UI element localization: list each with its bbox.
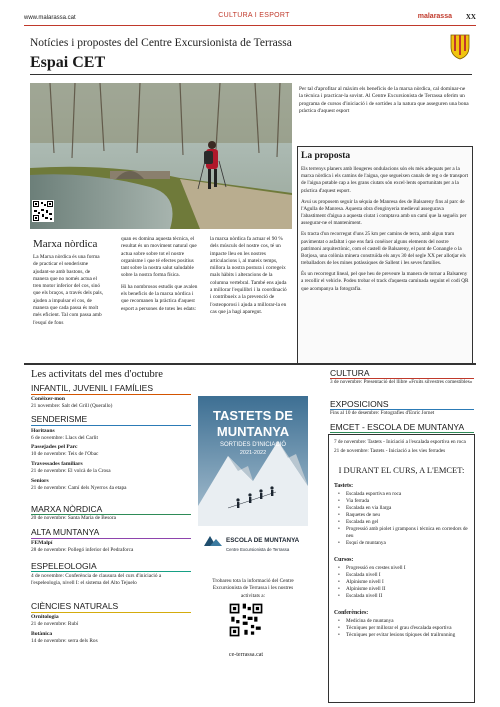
event-item: 20 de novembre: Santa Maria de Besora (31, 515, 117, 521)
list-item: • Medicina de muntanya (338, 618, 469, 625)
category-ciencies-naturals: CIÈNCIES NATURALS (31, 601, 119, 611)
body-paragraph: la marxa nòrdica fa actuar el 90 % dels músculs del nostre cos, té un impacte lleu en les nostres articulacions i, al mateix temps, millora la nostra postura i corregeix mals hàbits i alteracions de la columna vertebral. També ens ajuda a millorar l'equilibri i la coordinació i contribueix a la prevenció de l'osteoporosi i ajuda a millorar-la en cas que ja hagi aparegut. (210, 236, 287, 315)
tastets-poster (198, 396, 308, 568)
site-url[interactable]: www.malarassa.cat (24, 15, 76, 21)
body-paragraph: Hi ha nombrosos estudis que avalen els beneficis de la marxa nòrdica i que recomanen la pràctica d'aquest esport a persones de totes les edats: (121, 283, 198, 312)
event-item: Seniors 21 de novembre: Camí dels Nyerros 4a etapa (31, 478, 127, 492)
list-item: • Escalada en gel (338, 519, 469, 526)
list-item: • Raquetes de neu (338, 512, 469, 519)
event-item: Horitzons 6 de novembre: Llacs del Carlit (31, 428, 98, 442)
poster-school: ESCOLA DE MUNTANYA (226, 537, 300, 544)
category-rule (31, 538, 191, 539)
event-item: Fins al 10 de desembre: Fotografies d'Enric Jornet (330, 410, 435, 416)
title-rule (30, 74, 472, 75)
poster-caption: Trobareu tota la informació del Centre Excursionista de Terrassa i les nostres activitats a: (212, 578, 294, 599)
proposta-paragraph: Els terrenys planers amb lleugeres ondulacions són els més adequats per a la marxa nòrdica i els camins de l'aigua, que segueixen canals de reg o de transport de l'aigua potable cap a les grans ciutats són excel·lents oportunitats per a la pràctica d'aquest esport. (301, 166, 469, 194)
proposta-paragraph: És un recorregut lineal, pel que heu de preveure la manera de tornar a Balsareny a recollir el vehicle. Podeu trobar el track d'aquesta caminada seguint el codi QR que acompanya la fotografia. (301, 271, 469, 292)
list-item: • Tècniques per millorar el grau d'escalada esportiva (338, 625, 469, 632)
category-rule (330, 432, 474, 433)
route-qr-code-icon[interactable] (32, 200, 54, 222)
poster-title-line2: MUNTANYA (216, 424, 290, 439)
poster-years: 2021-2022 (239, 450, 267, 456)
body-column-1 (33, 254, 105, 331)
list-item: • Escalada nivell II (338, 593, 469, 600)
section-label: CULTURA I ESPORT (218, 12, 290, 19)
list-item: • Alpinisme nivell I (338, 579, 469, 586)
cursos-heading: Cursos: (334, 556, 354, 563)
proposta-box (297, 146, 473, 364)
list-item: • Progressió en crestes nivell I (338, 565, 469, 572)
category-infantil: INFANTIL, JUVENIL I FAMÍLIES (31, 383, 154, 393)
event-item: Travessades familiars 21 de novembre: El volcà de la Crosa (31, 461, 111, 475)
conferencies-heading: Conferències: (334, 609, 369, 616)
intro-paragraph: Per tal d'aprofitar al màxim els beneficis de la marxa nòrdica, cal dominar-ne la tècnica i practicar-la sovint. Al Centre Excursionista de Terrassa oferim un programa de cursos d'iniciació i de sortides a la natura que asseguren una bona pràctica d'aquest esport (299, 86, 469, 115)
proposta-paragraph: Es tracta d'un recorregut d'uns 25 km per camins de terra, amb algun tram pavimentat o asfaltat i que ens farà conèixer alguns elements del nostre patrimoni arquitectònic, com el castell de Balsareny, el pont de Conangle o la Botjosa, una colònia minera construïda els anys 30 del segle XX per allotjar els treballadors de les mines potàssiques de Sallent i les seves famílies. (301, 231, 466, 267)
article-kicker: Notícies i propostes del Centre Excursionista de Terrassa (30, 37, 292, 49)
body-paragraph: La Marxa nòrdica és una forma de practicar el senderisme ajudant-se amb bastons, de manera que no només actua el tren motor inferior del cos, sinó que els braços, a través dels pals, ajuden a impulsar el cos, de manera que cada passa és molt més eficient. Tal com passa amb l'esquí de fons (33, 254, 104, 326)
event-item: Ornitologia 21 de novembre: Rubí (31, 614, 79, 628)
category-rule (31, 612, 191, 613)
event-item: Conèixer-mon 21 novembre: Salt del Grill (Querallo) (31, 396, 113, 410)
section-heading-marxa: Marxa nòrdica (33, 238, 98, 250)
category-rule (31, 394, 191, 395)
category-cultura: CULTURA (330, 368, 370, 378)
category-exposicions: EXPOSICIONS (330, 399, 389, 409)
emcet-box (328, 434, 475, 703)
page-number: XX (465, 13, 476, 21)
category-rule (31, 425, 191, 426)
page-header (24, 12, 476, 26)
emcet-event: 7 de novembre: Tastets - Iniciació a l'escalada esportiva en roca (334, 439, 466, 445)
category-alta-muntanya: ALTA MUNTANYA (31, 527, 100, 537)
body-column-2 (121, 236, 200, 317)
body-paragraph: quan es domina aquesta tècnica, el resultat és un moviment natural que actua sobre sobre tot el nostre organisme i que té efectes positius tant sobre la nostra salut saludable sobre la nostra forma física. (121, 236, 197, 279)
hiker-photo (30, 83, 292, 229)
category-senderisme: SENDERISME (31, 414, 88, 424)
category-rule (31, 571, 191, 572)
event-item: Passejades pel Parc 10 de novembre: Teix de l'Obac (31, 444, 99, 458)
website-link[interactable]: ce-terrassa.cat (228, 652, 264, 658)
website-qr-code-icon[interactable] (228, 602, 264, 638)
proposta-paragraph: Avui us proposem seguir la séquia de Manresa des de Balsareny fins al parc de l'Agulla de Manresa. Aquesta obra d'enginyeria medieval assegurava l'abastiment d'aigua a aquesta ciutat i comptava amb un camí que la seguéix per assegurar-ne el manteniment. (301, 198, 467, 227)
tastets-heading: Tastets: (334, 482, 354, 489)
list-item: • Esquí de muntanya (338, 540, 469, 547)
cet-shield-icon (450, 34, 470, 60)
poster-subtitle: SORTIDES D'INICIACIÓ (219, 442, 287, 448)
poster-title-line1: TASTETS DE (213, 408, 293, 423)
category-espeleologia: ESPELEOLOGIA (31, 561, 97, 571)
poster-org: Centre Excursionista de Terrassa (226, 547, 290, 552)
list-item: • Escalada en via llarga (338, 505, 469, 512)
body-column-3 (210, 236, 289, 320)
event-item: 3 de novembre: Presentació del llibre «Fruits silvestres comestibles» (330, 379, 473, 385)
event-item: Botànica 14 de novembre: serra dels Ros (31, 631, 98, 645)
emcet-event: 21 de novembre: Tastets - Iniciació a les vies ferrades (334, 447, 446, 454)
list-item: • Progressió amb piolet i grampons i tècnica en corredors de neu (338, 526, 469, 540)
header-rule (24, 25, 476, 26)
category-marxa-nordica: MARXA NÒRDICA (31, 504, 103, 514)
category-emcet: EMCET - ESCOLA DE MUNTANYA (330, 422, 465, 432)
list-item: • Tècniques per evitar lesions típiques del trailrunning (338, 632, 469, 639)
proposta-title: La proposta (301, 151, 351, 161)
event-item: 4 de novembre: Conferència de clausura del curs d'iniciació a l'espeleologia, nivell I: el sistema del Alto Tejuelo (31, 573, 162, 586)
tastets-list (334, 491, 469, 547)
conferencies-list (334, 618, 469, 639)
agenda-title: Les activitats del mes d'octubre (31, 369, 163, 380)
list-item: • Alpinisme nivell II (338, 586, 469, 593)
article-title: Espai CET (30, 54, 106, 71)
list-item: • Escalada nivell I (338, 572, 469, 579)
list-item: • Escalada esportiva en roca (338, 491, 469, 498)
list-item: • Via ferrada (338, 498, 469, 505)
cursos-list (334, 565, 469, 600)
section-divider (24, 363, 476, 365)
event-item: FEMalpí 28 de novembre: Pollegó inferior del Pedraforca (31, 540, 134, 554)
brand-name: malarassa (417, 13, 452, 20)
emcet-box-title: I DURANT EL CURS, A L'EMCET: (338, 464, 465, 475)
